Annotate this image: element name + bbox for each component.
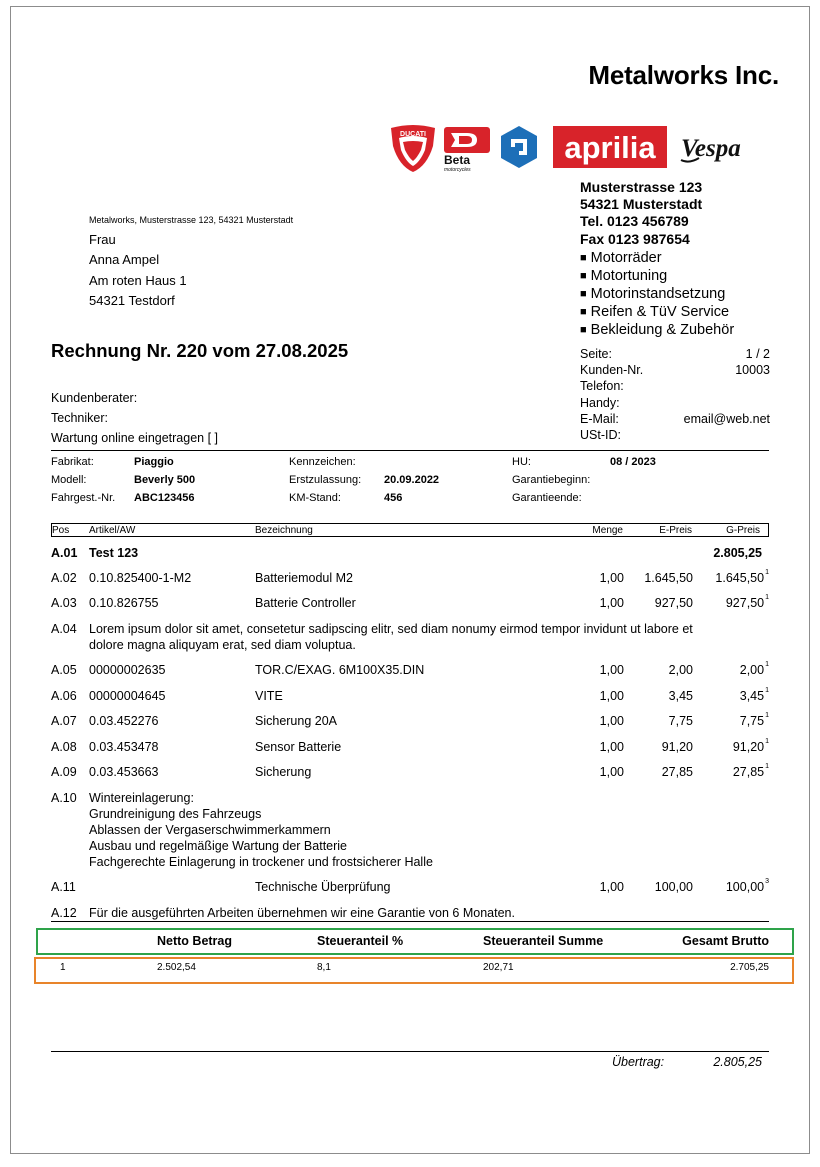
item-quantity: 1,00 [599, 765, 624, 779]
col-header-pos: Pos [52, 525, 70, 536]
summary-header-gross: Gesamt Brutto [682, 934, 769, 948]
company-name: Metalworks Inc. [588, 60, 779, 90]
item-total-value: 1.645,50 [715, 571, 765, 585]
item-total-value: 100,00 [725, 880, 765, 894]
item-description: Sicherung 20A [255, 714, 338, 728]
label-erstzulassung: Erstzulassung: [289, 474, 362, 486]
value-fahrgest: ABC123456 [134, 492, 195, 504]
recipient-city: 54321 Testdorf [89, 292, 175, 308]
contact-phone: Tel. 0123 456789 [580, 213, 689, 230]
col-header-description: Bezeichnung [255, 525, 313, 536]
item-total-value: 2,00 [739, 663, 765, 677]
item-text-line: Ausbau und regelmäßige Wartung der Batterie [89, 839, 348, 853]
meta-row-page [580, 346, 770, 362]
tax-code: 1 [765, 661, 769, 668]
item-unit-price: 927,50 [654, 596, 693, 610]
value-modell: Beverly 500 [134, 474, 196, 486]
item-pos: A.11 [51, 880, 76, 894]
item-description: Sicherung [255, 765, 312, 779]
invoice-meta [580, 346, 770, 443]
item-total-value: 27,85 [732, 765, 765, 779]
item-article: 0.10.825400-1-M2 [89, 571, 192, 585]
tax-code: 1 [765, 738, 769, 745]
vespa-logo [681, 135, 741, 162]
sender-line: Metalworks, Musterstrasse 123, 54321 Musterstadt [89, 215, 294, 225]
summary-row-box [34, 957, 794, 984]
summary-header-tax-percent: Steueranteil % [317, 934, 404, 948]
items-table-header [51, 523, 769, 537]
item-article: 0.03.452276 [89, 714, 159, 728]
item-pos: A.06 [51, 689, 77, 703]
item-total-price [715, 571, 769, 585]
item-description: Technische Überprüfung [255, 880, 391, 894]
tax-code: 1 [765, 712, 769, 719]
tax-code: 1 [765, 569, 769, 576]
value-erstzulassung: 20.09.2022 [384, 474, 440, 486]
item-unit-price: 3,45 [668, 689, 693, 703]
item-text-line: Ablassen der Vergaserschwimmerkammern [89, 823, 331, 837]
contact-fax: Fax 0123 987654 [580, 230, 690, 247]
item-pos: A.09 [51, 765, 77, 779]
summary-tax-percent-value: 8,1 [317, 962, 331, 973]
tax-code: 1 [765, 687, 769, 694]
item-text-line: Für die ausgeführten Arbeiten übernehmen wir eine Garantie von 6 Monaten. [89, 906, 515, 920]
item-pos: A.02 [51, 571, 77, 585]
meta-label: Seite: [580, 347, 612, 361]
item-pos: A.03 [51, 596, 77, 610]
item-total-price [733, 765, 769, 779]
svg-text:aprilia: aprilia [564, 130, 656, 165]
item-article: 00000004645 [89, 689, 166, 703]
item-total-price: 2.805,25 [713, 546, 762, 560]
recipient-street: Am roten Haus 1 [89, 272, 187, 288]
item-article: 0.10.826755 [89, 596, 159, 610]
divider [51, 1051, 769, 1052]
meta-value: 1 / 2 [745, 347, 770, 361]
label-kmstand: KM-Stand: [289, 492, 341, 504]
item-unit-price: 2,00 [668, 663, 693, 677]
item-quantity: 1,00 [599, 714, 624, 728]
divider [51, 450, 769, 451]
item-total-price [733, 740, 769, 754]
item-pos: A.01 [51, 546, 78, 560]
services-list [580, 250, 734, 340]
meta-label: USt-ID: [580, 427, 621, 442]
carryover-label: Übertrag: [612, 1055, 665, 1069]
label-hu: HU: [512, 456, 531, 468]
item-total-price [726, 880, 769, 894]
label-kennzeichen: Kennzeichen: [289, 456, 356, 468]
piaggio-logo [501, 126, 537, 168]
item-text-line: Fachgerechte Einlagerung in trockener und frostsicherer Halle [89, 855, 433, 869]
label-fahrgest: Fahrgest.-Nr. [51, 492, 116, 504]
contact-city: 54321 Musterstadt [580, 196, 703, 213]
ducati-logo [391, 125, 435, 172]
online-maintenance-label: Wartung online eingetragen [ ] [51, 431, 219, 446]
recipient-salutation: Frau [89, 232, 116, 247]
technician-label: Techniker: [51, 411, 108, 426]
item-pos: A.12 [51, 906, 77, 920]
value-fabrikat: Piaggio [134, 456, 174, 468]
label-fabrikat: Fabrikat: [51, 456, 94, 468]
svg-text:DUCATI: DUCATI [400, 131, 426, 138]
svg-text:Beta: Beta [444, 153, 471, 167]
meta-label: E-Mail: [580, 411, 619, 426]
meta-row-mobile [580, 395, 770, 411]
item-total-price [740, 714, 769, 728]
item-total-value: 3,45 [739, 689, 765, 703]
carryover-value: 2.805,25 [713, 1055, 762, 1069]
item-pos: A.04 [51, 622, 77, 636]
item-quantity: 1,00 [599, 596, 624, 610]
item-quantity: 1,00 [599, 689, 624, 703]
service-item: ■ Motortuning [580, 268, 734, 286]
item-quantity: 1,00 [599, 740, 624, 754]
service-item: ■ Motorinstandsetzung [580, 286, 734, 304]
tax-code: 1 [765, 594, 769, 601]
meta-label: Telefon: [580, 379, 624, 394]
tax-code: 1 [765, 763, 769, 770]
meta-row-phone [580, 378, 770, 394]
label-garantieende: Garantieende: [512, 492, 582, 504]
meta-row-email [580, 411, 770, 427]
item-unit-price: 91,20 [661, 740, 693, 754]
item-text-line: Lorem ipsum dolor sit amet, consetetur sadipscing elitr, sed diam nonumy eirmod tempor invidunt ut labore et [89, 622, 693, 636]
summary-net-value: 2.502,54 [157, 962, 196, 973]
col-header-quantity: Menge [592, 525, 623, 536]
summary-row-number: 1 [60, 962, 66, 973]
meta-label: Handy: [580, 395, 620, 410]
item-pos: A.10 [51, 791, 77, 805]
col-header-article: Artikel/AW [89, 525, 136, 536]
item-description: VITE [255, 689, 283, 703]
label-garantiebeginn: Garantiebeginn: [512, 474, 591, 486]
item-quantity: 1,00 [599, 880, 624, 894]
meta-row-vat [580, 427, 770, 443]
item-total-price [740, 663, 769, 677]
item-article: 0.03.453478 [89, 740, 159, 754]
item-total-price [726, 596, 769, 610]
aprilia-logo [553, 126, 667, 168]
summary-header-net: Netto Betrag [157, 934, 233, 948]
item-total-value: 91,20 [732, 740, 765, 754]
item-text-line: Wintereinlagerung: [89, 791, 194, 805]
item-quantity: 1,00 [599, 571, 624, 585]
item-unit-price: 100,00 [654, 880, 693, 894]
item-unit-price: 27,85 [661, 765, 693, 779]
meta-value: email@web.net [683, 411, 770, 426]
divider [51, 921, 769, 922]
item-total-value: 7,75 [739, 714, 765, 728]
item-pos: A.08 [51, 740, 77, 754]
summary-header-box [36, 928, 794, 955]
recipient-address [89, 230, 187, 311]
item-article: 00000002635 [89, 663, 166, 677]
item-description: TOR.C/EXAG. 6M100X35.DIN [255, 663, 425, 677]
item-article: Test 123 [89, 546, 139, 560]
item-unit-price: 7,75 [668, 714, 693, 728]
svg-text:motorcycles: motorcycles [444, 167, 471, 173]
item-total-price [740, 689, 769, 703]
service-item: ■ Bekleidung & Zubehör [580, 322, 734, 340]
col-header-unit-price: E-Preis [659, 525, 692, 536]
staff-info [51, 388, 218, 449]
col-header-total-price: G-Preis [726, 525, 760, 536]
item-total-value: 927,50 [725, 596, 765, 610]
item-unit-price: 1.645,50 [644, 571, 693, 585]
service-item: ■ Motorräder [580, 250, 734, 268]
summary-gross-value: 2.705,25 [730, 962, 769, 973]
item-description: Batteriemodul M2 [255, 571, 353, 585]
summary-header-tax-sum: Steueranteil Summe [483, 934, 604, 948]
summary-tax-sum-value: 202,71 [483, 962, 514, 973]
beta-logo [444, 127, 490, 173]
svg-text:Vespa: Vespa [681, 135, 741, 162]
company-contact [580, 179, 702, 248]
meta-label: Kunden-Nr. [580, 363, 644, 378]
contact-street: Musterstrasse 123 [580, 179, 703, 195]
meta-row-customer [580, 362, 770, 378]
item-quantity: 1,00 [599, 663, 624, 677]
item-text-line: dolore magna aliquyam erat, sed diam voluptua. [89, 638, 356, 652]
tax-code: 3 [765, 878, 769, 885]
invoice-title: Rechnung Nr. 220 vom 27.08.2025 [51, 340, 349, 361]
label-modell: Modell: [51, 474, 87, 486]
value-hu: 08 / 2023 [610, 456, 656, 468]
advisor-label: Kundenberater: [51, 391, 138, 405]
item-description: Sensor Batterie [255, 740, 342, 754]
value-kmstand: 456 [384, 492, 403, 504]
service-item: ■ Reifen & TüV Service [580, 304, 734, 322]
item-pos: A.07 [51, 714, 77, 728]
meta-value: 10003 [735, 363, 770, 378]
item-text-line: Grundreinigung des Fahrzeugs [89, 807, 262, 821]
item-article: 0.03.453663 [89, 765, 159, 779]
brand-logos [389, 124, 769, 174]
recipient-name: Anna Ampel [89, 252, 160, 268]
item-pos: A.05 [51, 663, 77, 677]
item-description: Batterie Controller [255, 596, 356, 610]
